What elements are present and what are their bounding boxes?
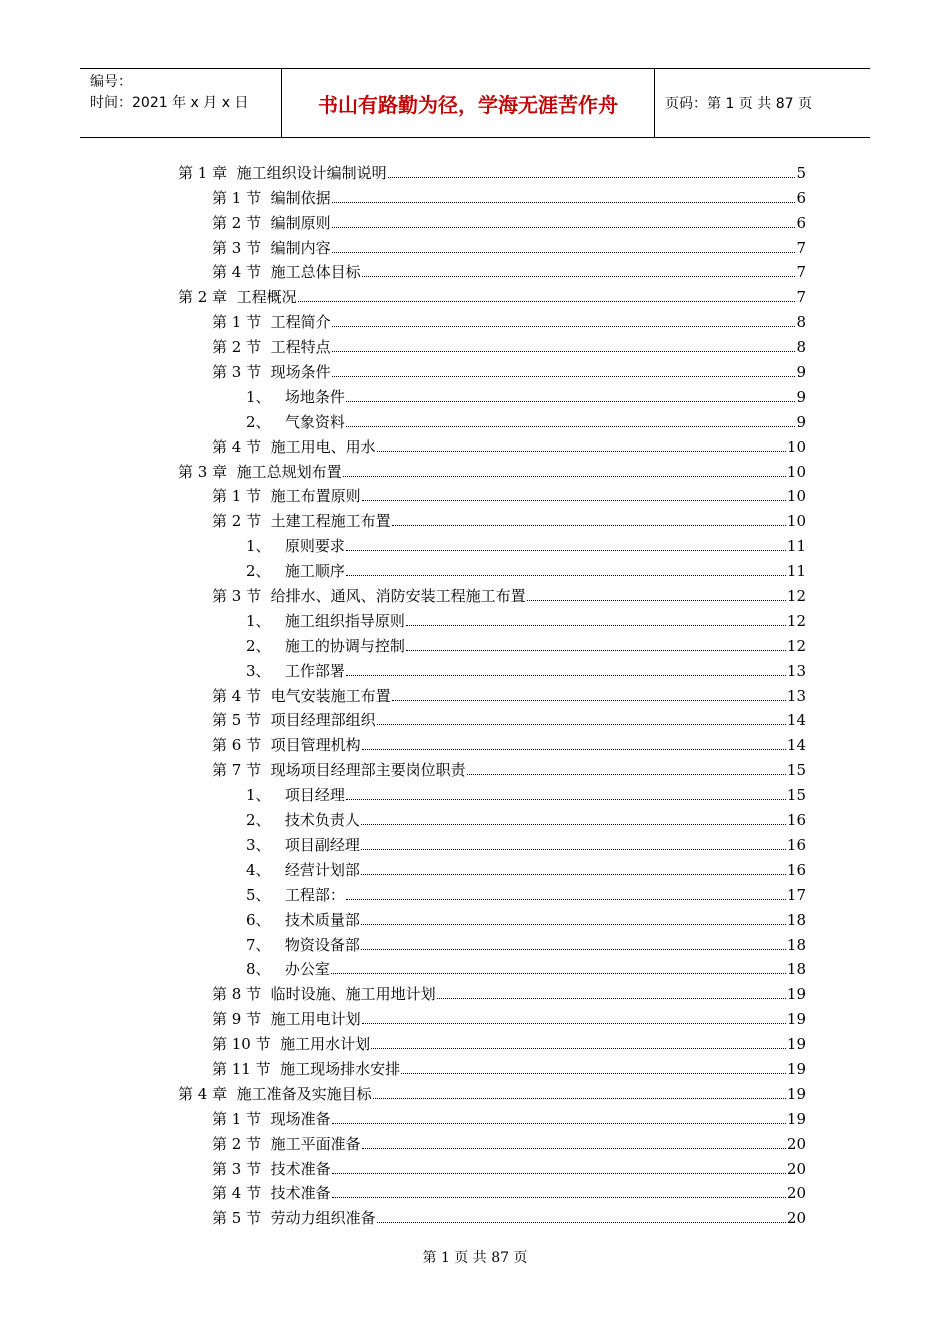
toc-dot-leader — [361, 924, 786, 925]
toc-entry-title: 第 4 章 施工准备及实施目标 — [178, 1084, 372, 1103]
toc-entry-page: 15 — [786, 786, 806, 805]
toc-dot-leader — [332, 1173, 786, 1174]
toc-entry-title: 第 1 节 施工布置原则 — [212, 487, 361, 506]
toc-dot-leader — [298, 301, 796, 302]
toc-entry-title: 第 5 节 项目经理部组织 — [212, 711, 376, 730]
toc-entry[interactable] — [178, 1054, 806, 1079]
toc-entry[interactable] — [178, 1179, 806, 1204]
toc-entry-page: 19 — [786, 1109, 806, 1128]
toc-dot-leader — [362, 749, 786, 750]
toc-entry[interactable] — [178, 332, 806, 357]
toc-entry[interactable] — [178, 755, 806, 780]
toc-dot-leader — [401, 1073, 786, 1074]
toc-dot-leader — [332, 227, 796, 228]
toc-entry[interactable] — [178, 531, 806, 556]
footer-page-number: 第 1 页 共 87 页 — [422, 1250, 528, 1266]
toc-entry-title: 2、 施工顺序 — [246, 562, 345, 581]
toc-entry[interactable] — [178, 830, 806, 855]
toc-entry-title: 4、 经营计划部 — [246, 860, 360, 879]
toc-entry-title: 3、 项目副经理 — [246, 835, 360, 854]
toc-dot-leader — [392, 700, 786, 701]
toc-entry-page: 9 — [796, 412, 806, 431]
toc-entry-title: 第 11 节 施工现场排水安排 — [212, 1059, 401, 1078]
toc-entry-title: 第 3 节 技术准备 — [212, 1159, 331, 1178]
toc-entry-page: 9 — [796, 363, 806, 382]
toc-entry-title: 第 2 节 工程特点 — [212, 338, 331, 357]
toc-dot-leader — [331, 973, 786, 974]
toc-entry-title: 第 4 节 施工用电、用水 — [212, 437, 376, 456]
toc-entry[interactable] — [178, 556, 806, 581]
toc-dot-leader — [437, 998, 786, 999]
toc-entry[interactable] — [178, 880, 806, 905]
toc-entry-page: 5 — [796, 163, 806, 182]
toc-dot-leader — [362, 1023, 786, 1024]
toc-entry-title: 7、 物资设备部 — [246, 935, 360, 954]
toc-entry-page: 15 — [786, 761, 806, 780]
toc-dot-leader — [527, 600, 786, 601]
toc-entry-title: 第 3 节 给排水、通风、消防安装工程施工布置 — [212, 587, 526, 606]
toc-entry-title: 第 8 节 临时设施、施工用地计划 — [212, 985, 436, 1004]
number-label: 编号： — [90, 74, 132, 90]
toc-dot-leader — [361, 874, 786, 875]
toc-entry[interactable] — [178, 432, 806, 457]
toc-entry-title: 1、 施工组织指导原则 — [246, 611, 405, 630]
toc-entry-title: 第 6 节 项目管理机构 — [212, 736, 361, 755]
toc-entry-page: 10 — [786, 512, 806, 531]
toc-dot-leader — [332, 1123, 786, 1124]
toc-dot-leader — [371, 1048, 786, 1049]
toc-entry-title: 2、 施工的协调与控制 — [246, 636, 405, 655]
toc-dot-leader — [346, 401, 796, 402]
toc-entry-title: 3、 工作部署 — [246, 661, 345, 680]
toc-entry-title: 1、 原则要求 — [246, 537, 345, 556]
toc-dot-leader — [392, 525, 786, 526]
toc-entry-page: 11 — [786, 562, 806, 581]
toc-entry-page: 6 — [796, 213, 806, 232]
toc-entry[interactable] — [178, 307, 806, 332]
toc-entry-title: 第 4 节 电气安装施工布置 — [212, 686, 391, 705]
toc-entry-title: 第 1 节 工程简介 — [212, 313, 331, 332]
motto-text: 书山有路勤为径，学海无涯苦作舟 — [318, 92, 618, 117]
toc-entry-title: 1、 项目经理 — [246, 786, 345, 805]
toc-entry-title: 2、 技术负责人 — [246, 811, 360, 830]
toc-entry-title: 第 1 节 现场准备 — [212, 1109, 331, 1128]
toc-dot-leader — [361, 949, 786, 950]
toc-dot-leader — [362, 1148, 786, 1149]
toc-dot-leader — [388, 177, 796, 178]
toc-dot-leader — [332, 202, 796, 203]
header-page-cell — [655, 69, 870, 137]
toc-entry[interactable] — [178, 606, 806, 631]
toc-dot-leader — [332, 376, 796, 377]
toc-entry-page: 11 — [786, 537, 806, 556]
toc-entry[interactable] — [178, 1004, 806, 1029]
toc-entry-title: 5、 工程部： — [246, 885, 345, 904]
table-of-contents — [178, 158, 806, 1228]
toc-dot-leader — [332, 252, 796, 253]
toc-dot-leader — [346, 575, 786, 576]
toc-entry[interactable] — [178, 233, 806, 258]
toc-entry-title: 第 5 节 劳动力组织准备 — [212, 1209, 376, 1228]
toc-entry[interactable] — [178, 158, 806, 183]
toc-dot-leader — [361, 824, 786, 825]
toc-entry[interactable] — [178, 258, 806, 283]
toc-dot-leader — [346, 799, 786, 800]
toc-dot-leader — [406, 650, 786, 651]
toc-entry-title: 第 4 节 施工总体目标 — [212, 263, 361, 282]
toc-entry-page: 19 — [786, 985, 806, 1004]
toc-entry[interactable] — [178, 457, 806, 482]
document-header — [80, 68, 870, 138]
toc-entry-page: 14 — [786, 711, 806, 730]
toc-dot-leader — [467, 774, 786, 775]
page-info: 页码：第 1 页 共 87 页 — [665, 96, 812, 112]
toc-entry-page: 18 — [786, 935, 806, 954]
toc-entry-page: 6 — [796, 188, 806, 207]
toc-entry-page: 17 — [786, 885, 806, 904]
toc-entry[interactable] — [178, 506, 806, 531]
toc-dot-leader — [346, 899, 786, 900]
toc-entry-page: 20 — [786, 1159, 806, 1178]
toc-entry-page: 10 — [786, 437, 806, 456]
toc-entry[interactable] — [178, 208, 806, 233]
toc-entry[interactable] — [178, 955, 806, 980]
toc-entry-page: 12 — [786, 611, 806, 630]
toc-entry-page: 10 — [786, 487, 806, 506]
toc-entry-page: 19 — [786, 1084, 806, 1103]
time-label: 时间：2021 年 x 月 x 日 — [90, 95, 249, 111]
toc-entry-title: 6、 技术质量部 — [246, 910, 360, 929]
toc-entry-page: 9 — [796, 387, 806, 406]
toc-entry-title: 第 2 节 编制原则 — [212, 213, 331, 232]
toc-entry-page: 10 — [786, 462, 806, 481]
toc-dot-leader — [332, 351, 796, 352]
toc-entry[interactable] — [178, 282, 806, 307]
toc-dot-leader — [343, 476, 786, 477]
toc-entry-title: 第 3 章 施工总规划布置 — [178, 462, 342, 481]
toc-entry-title: 第 2 节 施工平面准备 — [212, 1134, 361, 1153]
toc-entry-page: 20 — [786, 1209, 806, 1228]
toc-entry[interactable] — [178, 581, 806, 606]
toc-entry-page: 19 — [786, 1010, 806, 1029]
toc-entry[interactable] — [178, 656, 806, 681]
header-meta-cell — [80, 69, 282, 137]
toc-entry[interactable] — [178, 1079, 806, 1104]
toc-dot-leader — [377, 724, 786, 725]
toc-entry-page: 16 — [786, 811, 806, 830]
toc-entry[interactable] — [178, 1129, 806, 1154]
toc-dot-leader — [361, 849, 786, 850]
toc-entry-title: 第 1 节 编制依据 — [212, 188, 331, 207]
toc-entry-page: 8 — [796, 313, 806, 332]
toc-entry-title: 第 4 节 技术准备 — [212, 1184, 331, 1203]
toc-entry[interactable] — [178, 357, 806, 382]
toc-entry-title: 第 3 节 编制内容 — [212, 238, 331, 257]
toc-entry[interactable] — [178, 855, 806, 880]
toc-entry-page: 7 — [796, 263, 806, 282]
toc-entry[interactable] — [178, 1154, 806, 1179]
toc-dot-leader — [406, 625, 786, 626]
toc-entry-title: 第 9 节 施工用电计划 — [212, 1010, 361, 1029]
toc-entry-title: 第 10 节 施工用水计划 — [212, 1035, 371, 1054]
toc-entry-page: 13 — [786, 661, 806, 680]
toc-entry-page: 7 — [796, 238, 806, 257]
toc-entry-page: 8 — [796, 338, 806, 357]
toc-entry-page: 13 — [786, 686, 806, 705]
toc-entry-page: 16 — [786, 835, 806, 854]
toc-entry-title: 第 1 章 施工组织设计编制说明 — [178, 163, 387, 182]
toc-entry[interactable] — [178, 183, 806, 208]
toc-entry[interactable] — [178, 706, 806, 731]
toc-dot-leader — [346, 550, 786, 551]
toc-entry[interactable] — [178, 407, 806, 432]
page-footer — [0, 1247, 950, 1267]
header-motto-cell — [282, 69, 655, 137]
toc-entry[interactable] — [178, 1104, 806, 1129]
toc-entry-title: 第 2 节 土建工程施工布置 — [212, 512, 391, 531]
toc-entry-page: 7 — [796, 288, 806, 307]
toc-entry-title: 第 7 节 现场项目经理部主要岗位职责 — [212, 761, 466, 780]
toc-entry-page: 14 — [786, 736, 806, 755]
toc-dot-leader — [346, 675, 786, 676]
toc-entry[interactable] — [178, 780, 806, 805]
toc-entry[interactable] — [178, 631, 806, 656]
toc-entry[interactable] — [178, 979, 806, 1004]
toc-entry-title: 1、 场地条件 — [246, 387, 345, 406]
toc-entry-page: 20 — [786, 1184, 806, 1203]
toc-entry[interactable] — [178, 905, 806, 930]
toc-dot-leader — [362, 500, 786, 501]
toc-entry-page: 18 — [786, 910, 806, 929]
toc-entry-page: 12 — [786, 636, 806, 655]
toc-dot-leader — [332, 326, 796, 327]
toc-entry[interactable] — [178, 1029, 806, 1054]
toc-entry[interactable] — [178, 930, 806, 955]
toc-entry-page: 12 — [786, 587, 806, 606]
toc-entry-title: 第 3 节 现场条件 — [212, 363, 331, 382]
toc-entry[interactable] — [178, 1203, 806, 1228]
toc-entry[interactable] — [178, 730, 806, 755]
toc-dot-leader — [373, 1098, 786, 1099]
toc-entry[interactable] — [178, 805, 806, 830]
toc-dot-leader — [377, 451, 786, 452]
toc-dot-leader — [332, 1197, 786, 1198]
toc-entry[interactable] — [178, 382, 806, 407]
toc-entry-page: 20 — [786, 1134, 806, 1153]
toc-entry-page: 18 — [786, 960, 806, 979]
toc-entry-title: 第 2 章 工程概况 — [178, 288, 297, 307]
toc-entry-page: 19 — [786, 1035, 806, 1054]
toc-entry[interactable] — [178, 482, 806, 507]
toc-entry[interactable] — [178, 681, 806, 706]
toc-dot-leader — [362, 276, 796, 277]
toc-dot-leader — [346, 426, 796, 427]
toc-entry-page: 16 — [786, 860, 806, 879]
toc-entry-page: 19 — [786, 1059, 806, 1078]
toc-entry-title: 2、 气象资料 — [246, 412, 345, 431]
toc-entry-title: 8、 办公室 — [246, 960, 330, 979]
toc-dot-leader — [377, 1222, 786, 1223]
